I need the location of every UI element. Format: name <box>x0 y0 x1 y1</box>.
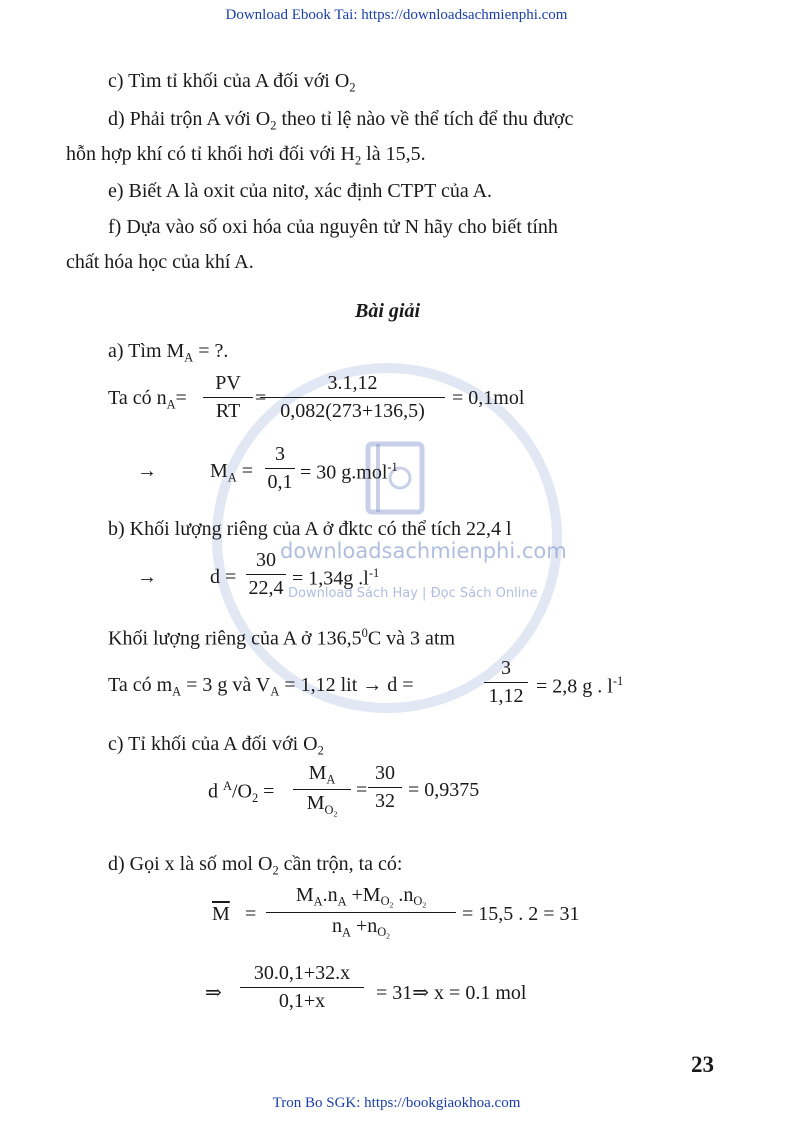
fraction-30-224: $\frac{30}{22,4}$ <box>246 549 286 600</box>
solution-title: Bài giải <box>355 300 421 322</box>
fraction-3-01: $\frac{3}{0,1}$ <box>265 443 295 494</box>
eq-na-label: Ta có $n_A=$ <box>108 387 187 412</box>
header-download-link[interactable]: Download Ebook Tai: https://downloadsachmienphi.com <box>225 7 568 23</box>
arrow-b: → <box>137 566 157 588</box>
part-b-line3-result: = 2,8 g . $l^{-1}$ <box>536 674 624 698</box>
eq-equals-c: = <box>356 779 368 801</box>
eq-equals: = <box>255 387 267 409</box>
eq-d-label: d = <box>210 566 237 588</box>
fraction-mbar: $\frac{M_A.n_A +M_{O_2} .n_{O_2}}{n_A +n_{O_2}}$ <box>266 884 456 941</box>
question-d-line1: d) Phải trộn A với $O_2$ theo tỉ lệ nào về thể tích để thu được <box>108 108 574 133</box>
part-d-heading: d) Gọi x là số mol $O_2$ cần trộn, ta có: <box>108 853 403 878</box>
eq-c-result: = 0,9375 <box>408 779 480 801</box>
watermark-site: downloadsachmienphi.com <box>280 539 567 563</box>
question-f-line2: chất hóa học của khí A. <box>66 251 254 273</box>
question-c: c) Tìm tỉ khối của A đối với $O_2$ <box>108 70 356 95</box>
eq-mbar: $\overline{M}$ <box>212 903 230 925</box>
fraction-ma-mo2: $\frac{M_A}{M_{O_2}}$ <box>293 762 351 818</box>
eq-na-result: = 0,1mol <box>452 387 525 409</box>
fraction-3-112: $\frac{3}{1,12}$ <box>484 657 528 708</box>
footer-sgk-link[interactable]: Tron Bo SGK: https://bookgiaokhoa.com <box>272 1095 521 1111</box>
implies-arrow: ⇒ <box>205 982 222 1004</box>
part-b-line3: Ta có $m_A = 3$ g và $V_A = 1,12$ lit → d = <box>108 674 414 699</box>
question-e: e) Biết A là oxit của nitơ, xác định CTPT của A. <box>108 180 493 202</box>
eq-ma-label: $M_A$ = <box>210 460 254 485</box>
eq-equals-d1: = <box>245 903 257 925</box>
fraction-pv-rt: $\frac{PV}{RT}$ <box>203 372 253 423</box>
question-d-line2: hỗn hợp khí có tỉ khối hơi đối với $H_2$ là 15,5. <box>66 143 426 168</box>
watermark-tagline: Download Sách Hay | Đọc Sách Online <box>288 586 538 601</box>
eq-dA-O2: d $^A/O_2$ = <box>208 779 275 805</box>
fraction-values: $\frac{3.1,12}{0,082(273+136,5)}$ <box>260 372 445 423</box>
part-b-heading: b) Khối lượng riêng của A ở đktc có thể tích 22,4 l <box>108 518 512 540</box>
part-c-heading: c) Tỉ khối của A đối với $O_2$ <box>108 733 324 758</box>
part-b-line2: Khối lượng riêng của A ở 136,5$^0$C và 3 atm <box>108 626 456 650</box>
fraction-30-32: $\frac{30}{32}$ <box>368 762 402 813</box>
page-number: 23 <box>691 1052 714 1077</box>
fraction-mix: $\frac{30.0,1+32.x}{0,1+x}$ <box>240 962 364 1013</box>
question-f-line1: f) Dựa vào số oxi hóa của nguyên tử N hãy cho biết tính <box>108 216 558 238</box>
eq-d1-result: = 15,5 . 2 = 31 <box>462 903 580 925</box>
eq-d2-result: = 31⇒ x = 0.1 mol <box>376 982 527 1004</box>
arrow-a: → <box>137 460 157 482</box>
eq-ma-result: = 30 g.mol$^{-1}$ <box>300 460 398 484</box>
part-a-heading: a) Tìm $M_A$ = ?. <box>108 340 229 365</box>
eq-d-result: = 1,34g $.l^{-1}$ <box>292 566 380 590</box>
